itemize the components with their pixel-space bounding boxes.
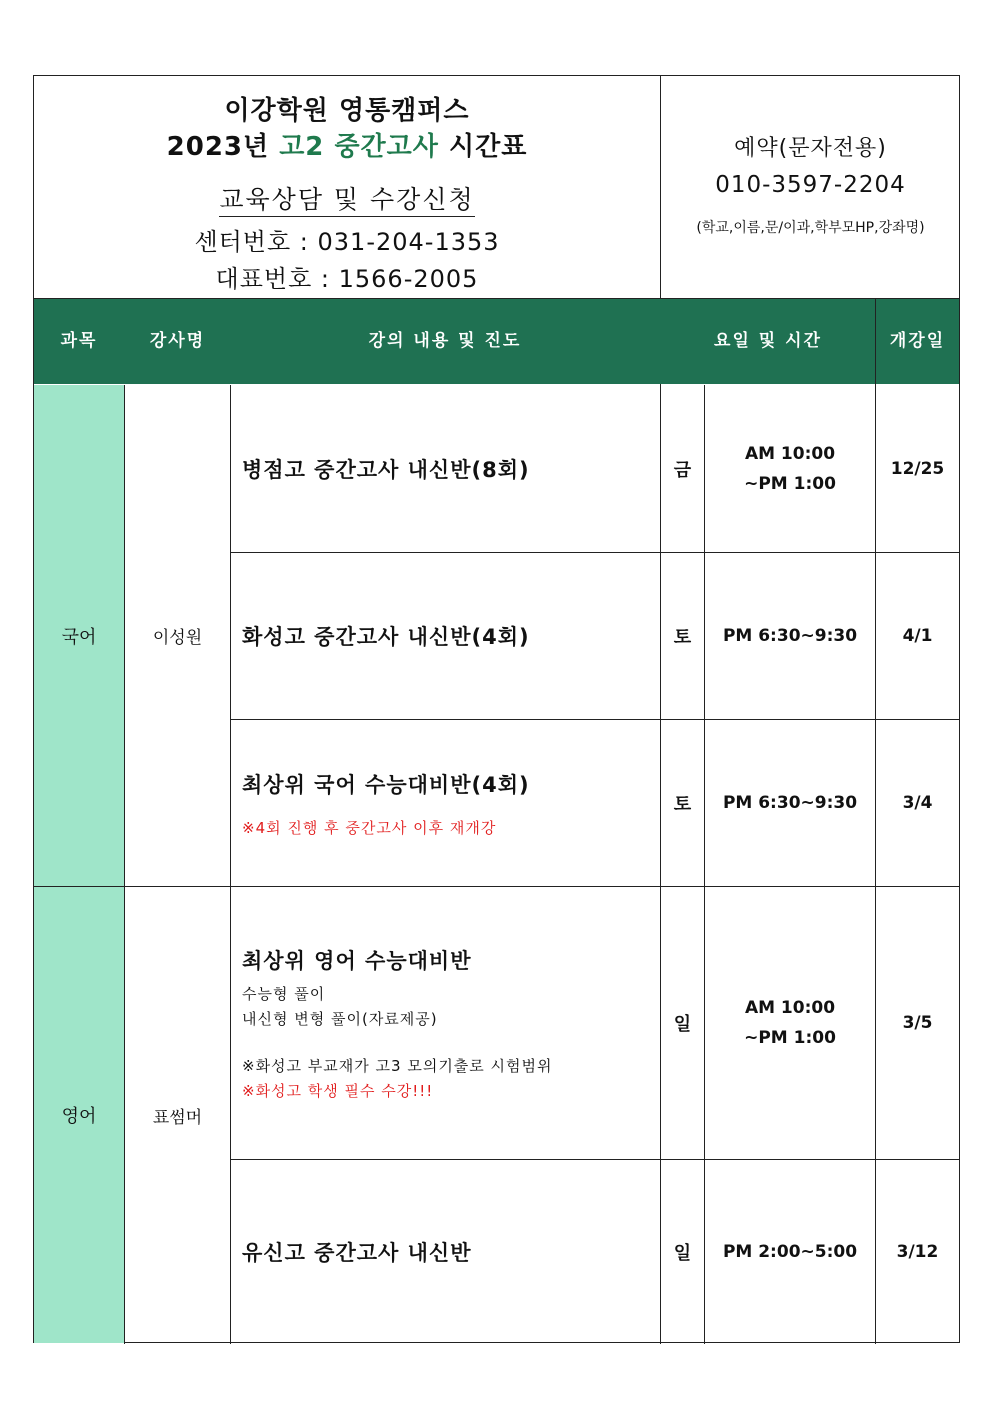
lecture-time: PM 6:30~9:30 [722,626,858,646]
lecture-row [231,720,659,886]
open-date: 12/25 [890,458,945,479]
grade-exam-text: 고2 중간고사 [279,132,439,162]
lecture-row [231,553,659,719]
year-text: 2023년 [166,132,270,162]
open-date: 3/5 [902,1013,933,1033]
lecture-day: 금 [673,459,692,481]
lecture-row [231,385,659,552]
divider [124,385,125,1344]
time-end: ~PM 1:00 [744,473,836,494]
time-start: AM 10:00 [744,998,836,1018]
col-content: 강의 내용 및 진도 [368,331,522,351]
lecture-time [705,887,875,1159]
time-end: ~PM 1:00 [744,1028,836,1048]
lecture-title: 유신고 중간고사 내신반 [242,1240,472,1265]
divider [34,298,959,299]
reserve-phone: 010-3597-2204 [715,172,906,198]
center-phone: 센터번호 : 031-204-1353 [194,228,500,256]
open-date: 3/4 [902,793,933,813]
col-teacher: 강사명 [149,331,206,351]
consult-text: 교육상담 및 수강신청 [219,185,474,217]
lecture-line: 수능형 풀이 [242,985,326,1003]
column-header-row [34,298,959,384]
lecture-note: ※화성고 학생 필수 수강!!! [242,1082,434,1100]
schedule-title [34,126,660,163]
lecture-row [231,887,659,1159]
open-date: 4/1 [902,626,933,646]
lecture-line: 내신형 변형 풀이(자료제공) [242,1010,438,1028]
academy-title: 이강학원 영통캠퍼스 [224,96,470,126]
lecture-row [231,1160,659,1343]
lecture-title: 화성고 중간고사 내신반(4회) [242,625,530,649]
col-subject: 과목 [60,331,98,351]
teacher-english: 표썸머 [152,1107,203,1128]
lecture-time: PM 6:30~9:30 [722,793,858,813]
open-date: 3/12 [896,1241,939,1262]
schedule-text: 시간표 [448,132,528,162]
lecture-time: PM 2:00~5:00 [722,1241,858,1262]
lecture-day: 토 [673,627,692,648]
lecture-title: 병점고 중간고사 내신반(8회) [242,457,530,482]
main-phone: 대표번호 : 1566-2005 [215,265,479,293]
lecture-title: 최상위 영어 수능대비반 [242,949,472,973]
lecture-day: 일 [673,1014,692,1035]
lecture-title: 최상위 국어 수능대비반(4회) [242,772,530,797]
teacher-korean: 이성원 [152,628,203,648]
lecture-line: ※화성고 부교재가 고3 모의기출로 시험범위 [242,1057,553,1075]
consult-heading [34,180,660,216]
reserve-label: 예약(문자전용) [734,136,887,161]
schedule-sheet [33,75,960,1343]
lecture-time [705,385,875,552]
subject-english: 영어 [34,887,124,1343]
subject-korean: 국어 [34,385,124,886]
lecture-day: 토 [673,794,692,815]
lecture-day: 일 [673,1242,692,1264]
time-start: AM 10:00 [744,443,836,464]
col-daytime: 요일 및 시간 [714,331,822,351]
lecture-note: ※4회 진행 후 중간고사 이후 재개강 [242,818,497,837]
reserve-note: (학교,이름,문/이과,학부모HP,강좌명) [696,220,925,236]
col-open-date: 개강일 [889,331,946,351]
